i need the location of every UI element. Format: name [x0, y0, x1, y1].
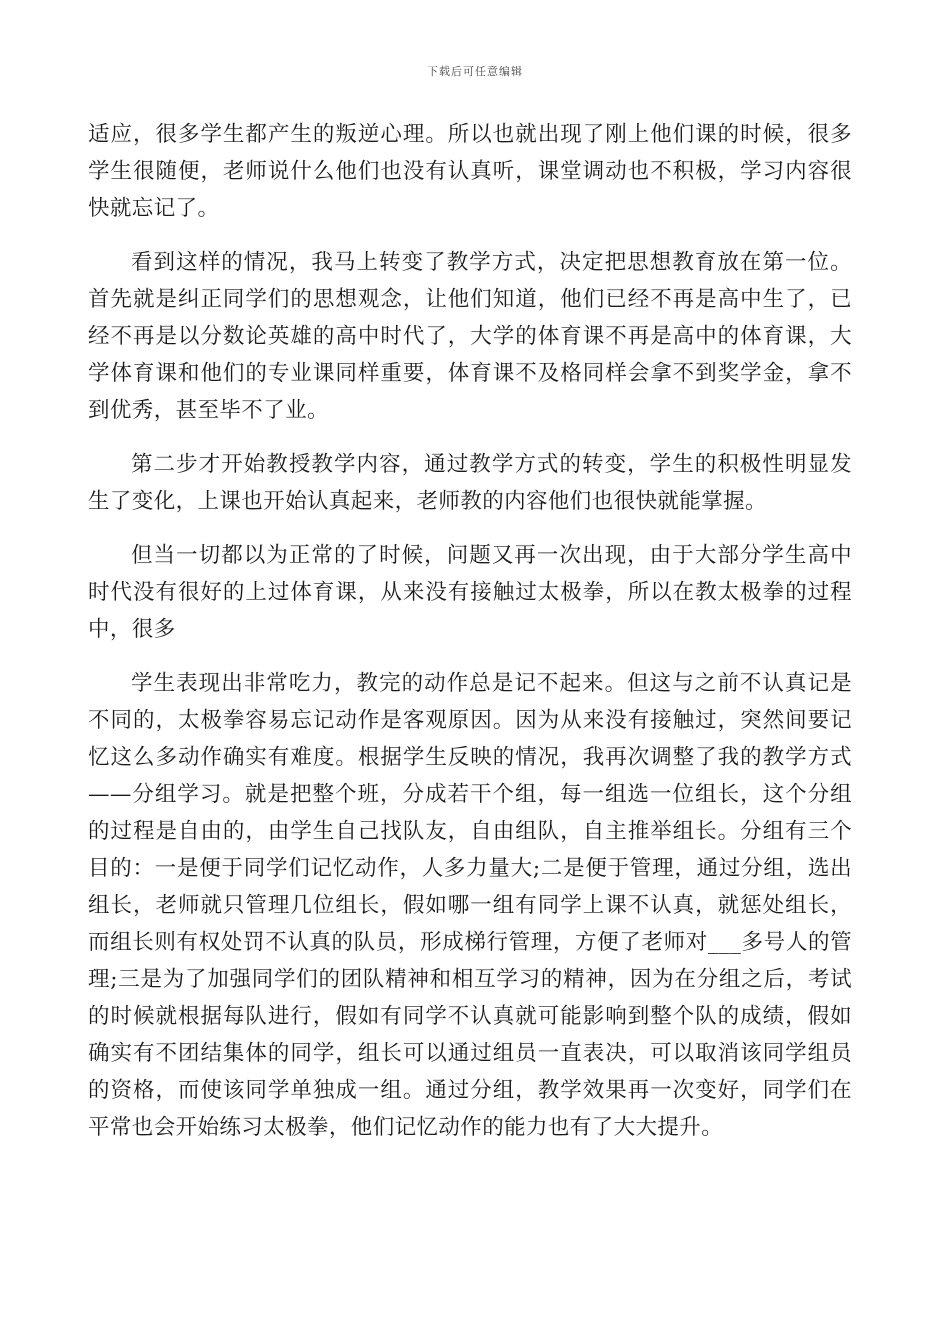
- paragraph-2: 看到这样的情况，我马上转变了教学方式，决定把思想教育放在第一位。首先就是纠正同学们的思想观念，让他们知道，他们已经不再是高中生了，已经不再是以分数论英雄的高中时代了，大学的体育课不再是高中的体育课，大学体育课和他们的专业课同样重要，体育课不及格同样会拿不到奖学金，拿不到优秀，甚至毕不了业。: [88, 250, 852, 423]
- paragraph-4: 但当一切都以为正常的了时候，问题又再一次出现，由于大部分学生高中时代没有很好的上过体育课，从来没有接触过太极拳，所以在教太极拳的过程中，很多: [88, 543, 852, 642]
- page-header: 下载后可任意编辑: [427, 65, 523, 78]
- paragraph-3: 第二步才开始教授教学内容，通过教学方式的转变，学生的积极性明显发生了变化，上课也开始认真起来，老师教的内容他们也很快就能掌握。: [88, 452, 852, 514]
- paragraph-1: 适应，很多学生都产生的叛逆心理。所以也就出现了刚上他们课的时候，很多学生很随便，老师说什么他们也没有认真听，课堂调动也不积极，学习内容很快就忘记了。: [88, 122, 852, 221]
- paragraph-5: 学生表现出非常吃力，教完的动作总是记不起来。但这与之前不认真记是不同的，太极拳容易忘记动作是客观原因。因为从来没有接触过，突然间要记忆这么多动作确实有难度。根据学生反映的情况，我再次调整了我的教学方式——分组学习。就是把整个班，分成若干个组，每一组选一位组长，这个分组的过程是自由的，由学生自己找队友，自由组队，自主推举组长。分组有三个目的：一是便于同学们记忆动作，人多力量大;二是便于管理，通过分组，选出组长，老师就只管理几位组长，假如哪一组有同学上课不认真，就惩处组长，而组长则有权处罚不认真的队员，形成梯行管理，方便了老师对___多号人的管理;三是为了加强同学们的团队精神和相互学习的精神，因为在分组之后，考试的时候就根据每队进行，假如有同学不认真就可能影响到整个队的成绩，假如确实有不团结集体的同学，组长可以通过组员一直表决，可以取消该同学组员的资格，而使该同学单独成一组。通过分组，教学效果再一次变好，同学们在平常也会开始练习太极拳，他们记忆动作的能力也有了大大提升。: [88, 671, 852, 1140]
- document-body: [88, 116, 852, 1146]
